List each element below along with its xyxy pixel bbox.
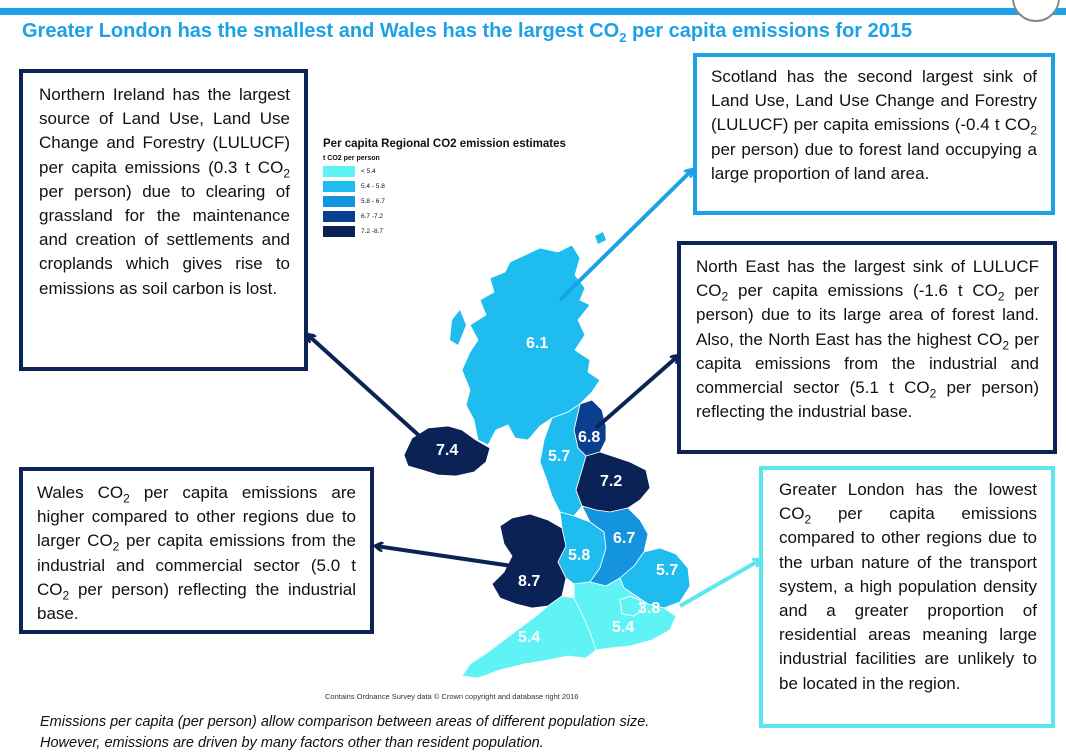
legend-label: 5.8 - 6.7 bbox=[361, 197, 385, 205]
callout-subscript: 2 bbox=[283, 166, 290, 180]
label-wales: 8.7 bbox=[518, 573, 541, 590]
legend-item bbox=[323, 210, 566, 222]
arrow-wales bbox=[376, 546, 512, 566]
callout-text: per person) due to forest land occupying a large proportion of land area. bbox=[711, 139, 1037, 183]
label-yorkshire: 7.2 bbox=[600, 473, 623, 490]
legend-swatch bbox=[323, 166, 355, 177]
arrow-north-east bbox=[596, 356, 678, 428]
callout-subscript: 2 bbox=[112, 539, 120, 554]
callout-subscript: 2 bbox=[1002, 338, 1010, 352]
label-south-west: 5.4 bbox=[518, 629, 541, 646]
label-northern-ireland: 7.4 bbox=[436, 442, 459, 459]
callout-text: per person) reflecting the industrial base. bbox=[696, 378, 1039, 422]
callout-subscript: 2 bbox=[1030, 123, 1037, 138]
arrow-northern-ireland bbox=[308, 335, 425, 441]
callout-text: Wales CO bbox=[37, 483, 124, 502]
callout-northern-ireland bbox=[19, 69, 308, 371]
callout-subscript: 2 bbox=[804, 512, 812, 527]
region-wales bbox=[492, 514, 566, 608]
legend-label: 6.7 -7.2 bbox=[361, 212, 384, 220]
legend-swatch bbox=[323, 181, 355, 192]
callout-subscript: 2 bbox=[997, 289, 1005, 304]
callout-text: per capita emissions from the industrial and commercial sector (5.0 t CO bbox=[37, 531, 357, 599]
legend-label: < 5.4 bbox=[361, 167, 376, 175]
legend-swatch bbox=[323, 211, 355, 222]
callout-text: per capita emissions are higher compared to other regions due to larger CO bbox=[37, 483, 356, 551]
legend-item bbox=[323, 165, 566, 177]
title-text: Greater London has the smallest and Wales has the largest CO bbox=[22, 20, 620, 42]
map-legend bbox=[323, 138, 566, 237]
legend-title: Per capita Regional CO2 emission estimates bbox=[323, 138, 566, 150]
label-north-east: 6.8 bbox=[578, 429, 601, 446]
footnote-line-1: Emissions per capita (per person) allow comparison between areas of different population size. bbox=[40, 714, 650, 730]
callout-subscript: 2 bbox=[929, 386, 937, 401]
callout-wales bbox=[19, 467, 374, 634]
legend-unit: t CO2 per person bbox=[323, 155, 380, 162]
legend-item bbox=[323, 195, 566, 207]
callout-subscript: 2 bbox=[721, 289, 729, 304]
label-east-midlands: 6.7 bbox=[613, 530, 636, 547]
callout-london bbox=[759, 466, 1055, 728]
callout-text: per capita emissions from the industrial and commercial sector (5.1 t CO bbox=[696, 329, 1040, 398]
arrow-london bbox=[680, 560, 760, 606]
footnote bbox=[40, 712, 649, 754]
label-north-west: 5.7 bbox=[548, 448, 571, 465]
callout-text: Northern Ireland has the largest source of Land Use, Land Use Change and Forestry (LULUCF) per capita emissions (0.3 t CO bbox=[39, 85, 290, 177]
arrow-scotland bbox=[560, 170, 692, 300]
legend-item bbox=[323, 180, 566, 192]
callout-text: per capita emissions compared to other regions due to the urban nature of the transport system, a high population density and a greater proportion of residential areas meaning large industrial facilities are unlikely to be located in the region. bbox=[779, 504, 1037, 693]
map-credit: Contains Ordnance Survey data © Crown copyright and database right 2016 bbox=[325, 692, 579, 701]
callout-text: per capita emissions (-1.6 t CO bbox=[728, 281, 998, 301]
legend-label: 5.4 - 5.8 bbox=[361, 182, 385, 190]
label-scotland: 6.1 bbox=[526, 335, 549, 352]
callout-text: per person) due to its large area of forest land. Also, the North East has the highest CO bbox=[696, 281, 1040, 349]
callout-subscript: 2 bbox=[62, 588, 70, 603]
title-subscript: 2 bbox=[619, 30, 627, 45]
label-east: 5.7 bbox=[656, 562, 679, 579]
callout-text: per person) due to clearing of grassland for the maintenance and creation of settlements and croplands which gives rise to emissions as soil carbon is lost. bbox=[39, 181, 290, 298]
label-west-midlands: 5.8 bbox=[568, 547, 591, 564]
label-london: 3.8 bbox=[638, 600, 661, 617]
legend-item bbox=[323, 225, 566, 237]
callout-text: North East has the largest sink of LULUCF CO bbox=[696, 257, 1039, 301]
callout-text: Scotland has the second largest sink of Land Use, Land Use Change and Forestry (LULUCF) per capita emissions (-0.4 t CO bbox=[711, 67, 1037, 135]
title-text-end: per capita emissions for 2015 bbox=[626, 20, 913, 42]
legend-swatch bbox=[323, 196, 355, 207]
callout-text: per person) reflecting the industrial base. bbox=[37, 579, 356, 624]
callout-text: Greater London has the lowest CO bbox=[779, 480, 1037, 524]
label-south-east: 5.4 bbox=[612, 619, 635, 636]
legend-swatch bbox=[323, 226, 355, 237]
callout-subscript: 2 bbox=[123, 491, 130, 506]
footnote-line-2: However, emissions are driven by many factors other than resident population. bbox=[40, 735, 544, 751]
callout-scotland bbox=[693, 53, 1055, 215]
legend-label: 7.2 -8.7 bbox=[361, 227, 384, 235]
callout-north-east bbox=[677, 241, 1057, 454]
